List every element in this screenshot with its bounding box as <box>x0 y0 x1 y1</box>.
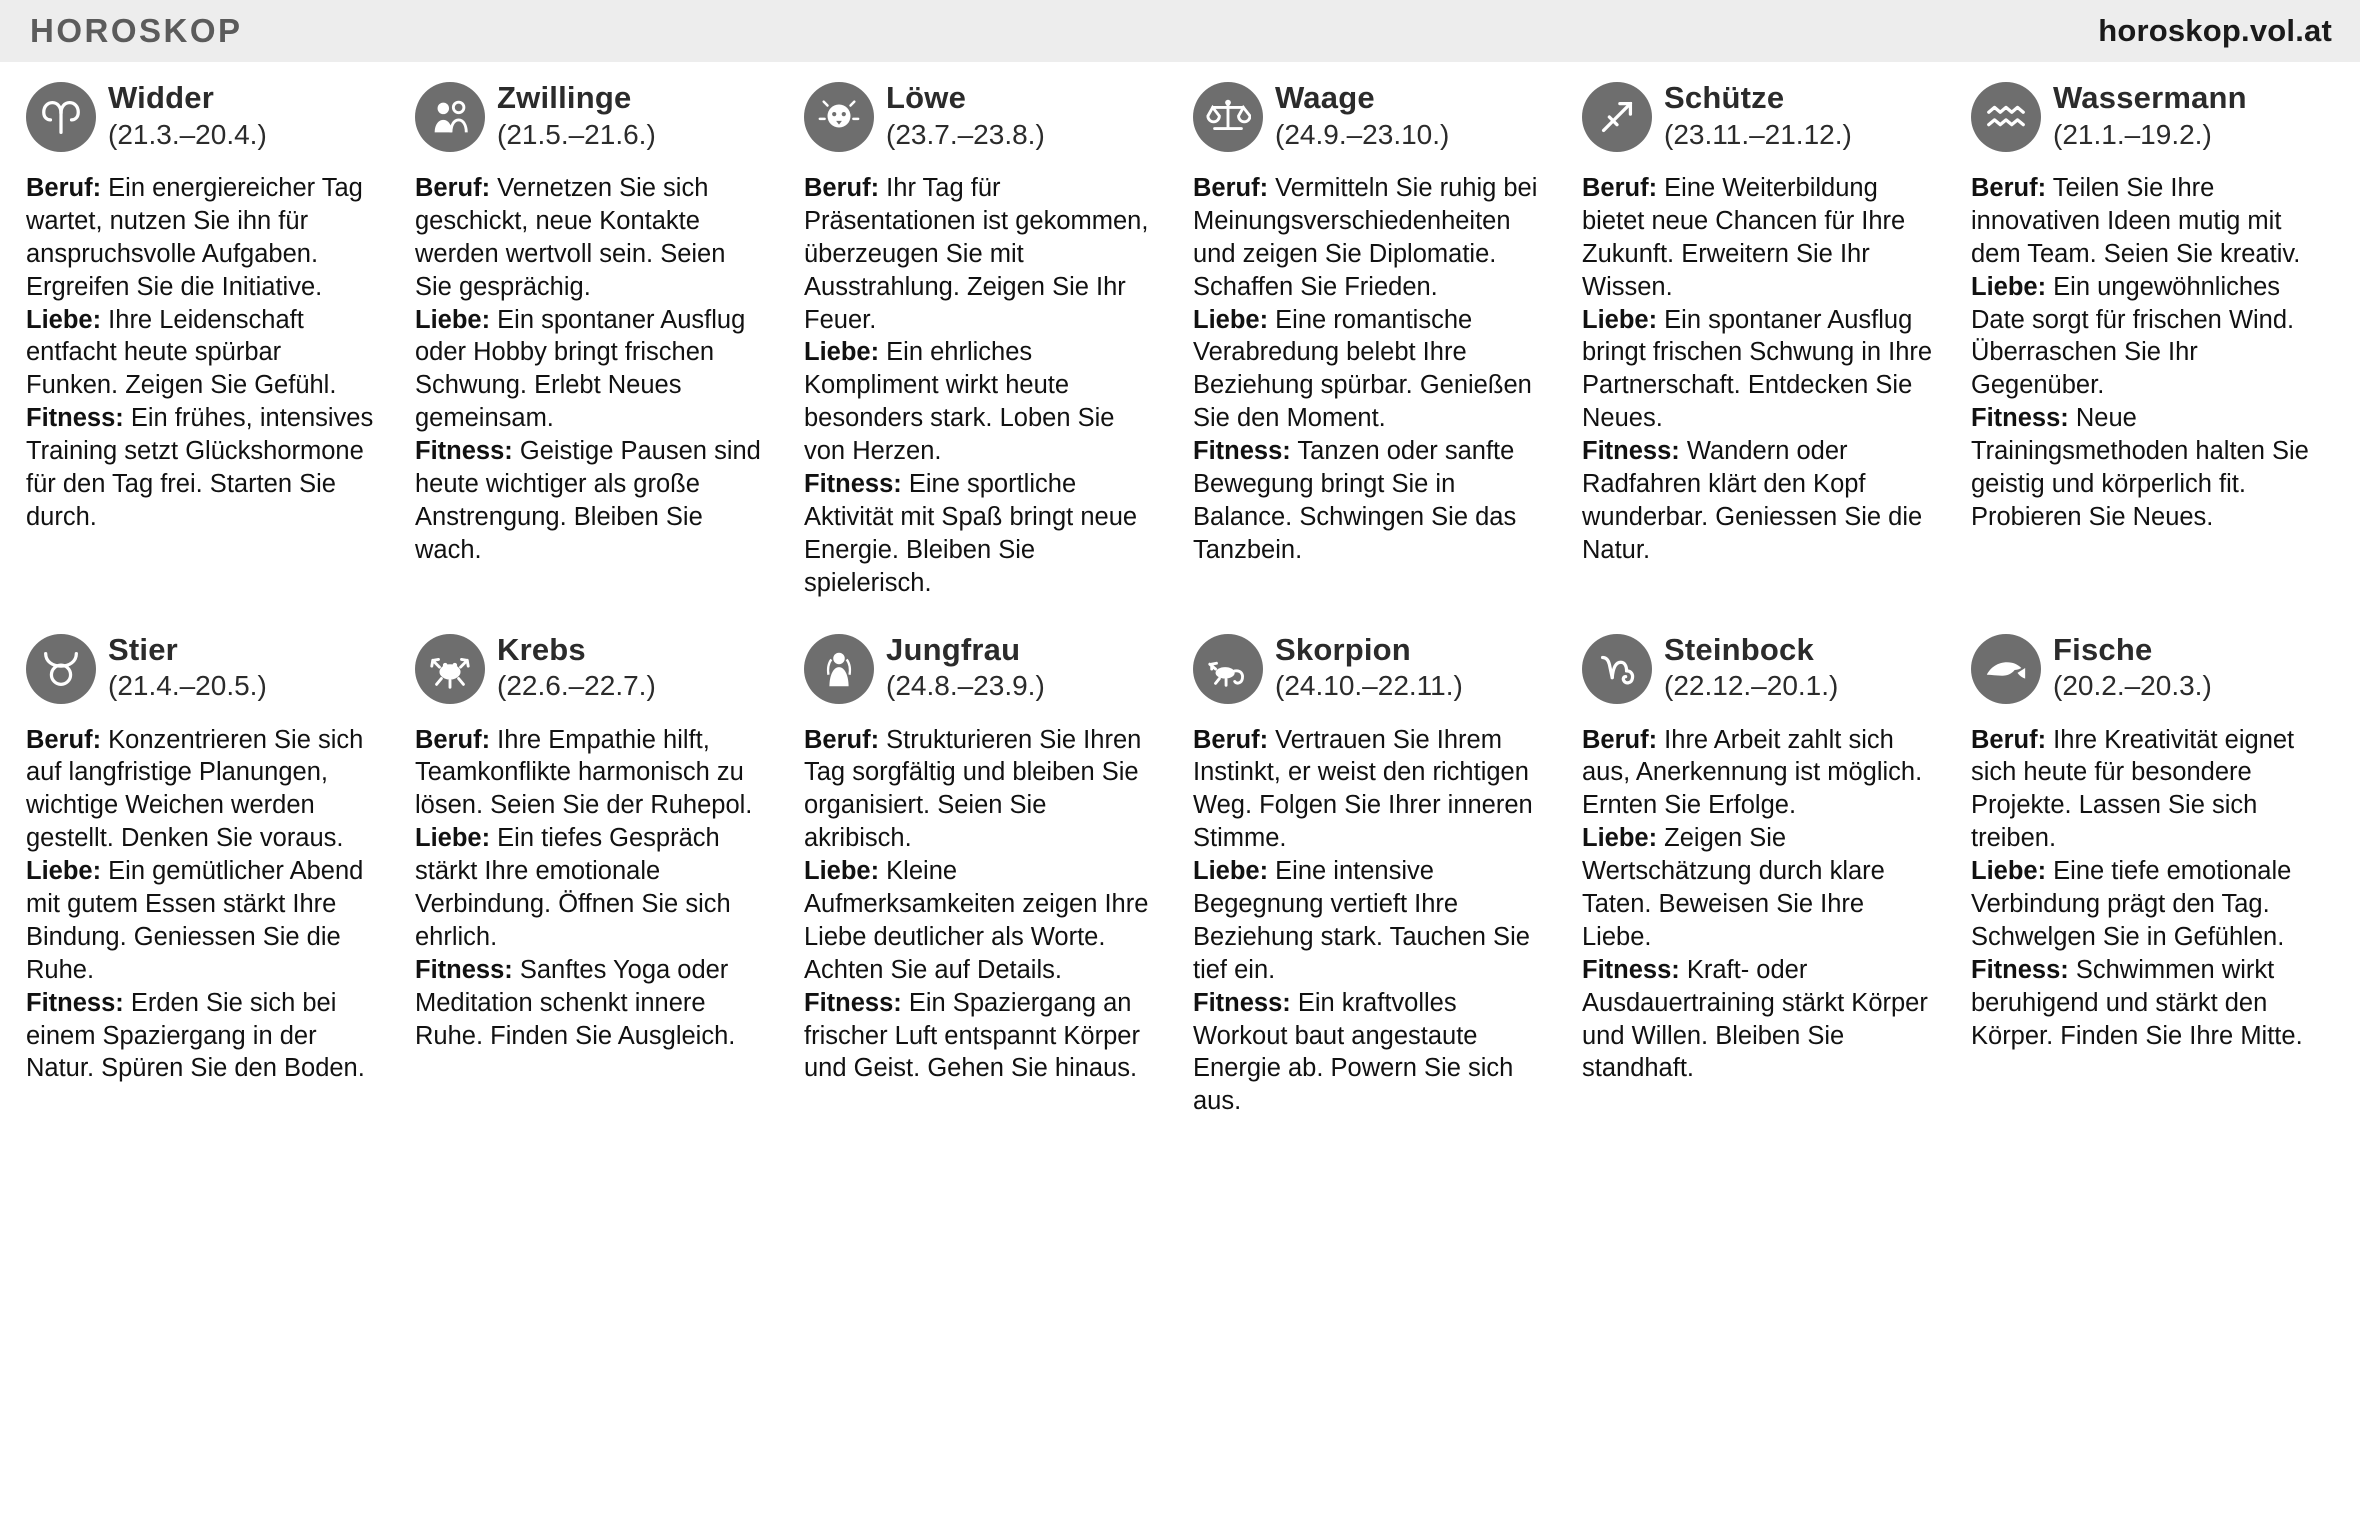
zodiac-card <box>415 632 778 1119</box>
zodiac-beruf: Beruf: Teilen Sie Ihre innovativen Ideen mutig mit dem Team. Seien Sie kreativ. <box>1971 174 2301 268</box>
zodiac-liebe: Liebe: Kleine Aufmerksamkeiten zeigen Ihre Liebe deutlicher als Worte. Achten Sie auf Details. <box>804 857 1149 984</box>
zodiac-text <box>415 172 768 567</box>
zodiac-fitness-label: Fitness: <box>1582 437 1680 466</box>
zodiac-text <box>1193 172 1546 567</box>
zodiac-fitness-label: Fitness: <box>1971 404 2069 433</box>
page-title: HOROSKOP <box>30 12 243 49</box>
zodiac-fitness-label: Fitness: <box>1193 437 1291 466</box>
zodiac-fitness-label: Fitness: <box>26 988 124 1017</box>
zodiac-fitness: Fitness: Ein Spaziergang an frischer Luft entspannt Körper und Geist. Gehen Sie hinaus. <box>804 988 1140 1083</box>
zodiac-beruf-label: Beruf: <box>804 174 880 202</box>
zodiac-title-block <box>2053 632 2212 703</box>
zodiac-card <box>1971 632 2334 1119</box>
zodiac-name: Widder <box>108 80 214 115</box>
zodiac-liebe-label: Liebe: <box>804 857 880 886</box>
zodiac-liebe: Liebe: Ihre Leidenschaft entfacht heute spürbar Funken. Zeigen Sie Gefühl. <box>26 305 337 400</box>
zodiac-beruf-label: Beruf: <box>26 174 102 202</box>
page-header <box>0 0 2360 62</box>
zodiac-text <box>1971 724 2324 1053</box>
cancer-crab-icon <box>415 634 485 704</box>
zodiac-card <box>804 80 1167 600</box>
zodiac-date-range: (22.12.–20.1.) <box>1664 670 1839 702</box>
zodiac-card-header <box>1193 632 1546 718</box>
zodiac-fitness-label: Fitness: <box>1582 955 1680 984</box>
zodiac-liebe-label: Liebe: <box>1971 857 2047 886</box>
zodiac-title-block <box>108 632 267 703</box>
zodiac-card <box>1193 80 1556 600</box>
zodiac-date-range: (22.6.–22.7.) <box>497 670 656 702</box>
zodiac-date-range: (20.2.–20.3.) <box>2053 670 2212 702</box>
zodiac-fitness: Fitness: Sanftes Yoga oder Meditation schenkt innere Ruhe. Finden Sie Ausgleich. <box>415 955 736 1050</box>
zodiac-card <box>26 632 389 1119</box>
zodiac-liebe: Liebe: Zeigen Sie Wertschätzung durch klare Taten. Beweisen Sie Ihre Liebe. <box>1582 824 1885 951</box>
zodiac-fitness: Fitness: Schwimmen wirkt beruhigend und stärkt den Körper. Finden Sie Ihre Mitte. <box>1971 955 2303 1050</box>
zodiac-title-block <box>1275 632 1463 703</box>
zodiac-fitness-label: Fitness: <box>415 955 513 984</box>
zodiac-fitness-label: Fitness: <box>804 470 902 499</box>
zodiac-beruf-label: Beruf: <box>26 725 102 754</box>
zodiac-liebe: Liebe: Ein spontaner Ausflug oder Hobby bringt frischen Schwung. Erlebt Neues gemeinsam. <box>415 305 746 433</box>
zodiac-fitness: Fitness: Neue Trainingsmethoden halten Sie geistig und körperlich fit. Probieren Sie Neues. <box>1971 404 2309 531</box>
zodiac-beruf: Beruf: Vertrauen Sie Ihrem Instinkt, er weist den richtigen Weg. Folgen Sie Ihrer inneren Stimme. <box>1193 725 1533 853</box>
zodiac-card-header <box>1971 80 2324 166</box>
zodiac-fitness-label: Fitness: <box>26 404 124 433</box>
source-url[interactable]: horoskop.vol.at <box>2098 13 2332 48</box>
zodiac-beruf-label: Beruf: <box>415 174 491 202</box>
zodiac-text <box>26 724 379 1086</box>
zodiac-card <box>1193 632 1556 1119</box>
zodiac-fitness-label: Fitness: <box>415 437 513 466</box>
zodiac-beruf-label: Beruf: <box>1582 174 1658 202</box>
zodiac-date-range: (21.3.–20.4.) <box>108 118 267 150</box>
zodiac-fitness: Fitness: Tanzen oder sanfte Bewegung bringt Sie in Balance. Schwingen Sie das Tanzbein. <box>1193 437 1517 564</box>
zodiac-liebe-label: Liebe: <box>804 338 880 367</box>
zodiac-card <box>1971 80 2334 600</box>
zodiac-text <box>1971 172 2324 534</box>
zodiac-title-block <box>2053 80 2247 151</box>
zodiac-liebe-label: Liebe: <box>1193 857 1269 886</box>
zodiac-card <box>804 632 1167 1119</box>
zodiac-card <box>415 80 778 600</box>
zodiac-card-header <box>1582 80 1935 166</box>
zodiac-title-block <box>108 80 267 151</box>
zodiac-beruf-label: Beruf: <box>415 725 491 754</box>
zodiac-fitness: Fitness: Erden Sie sich bei einem Spaziergang in der Natur. Spüren Sie den Boden. <box>26 988 365 1083</box>
zodiac-beruf: Beruf: Vernetzen Sie sich geschickt, neue Kontakte werden wertvoll sein. Seien Sie gesprächig. <box>415 174 726 301</box>
zodiac-card-header <box>26 80 379 166</box>
zodiac-beruf: Beruf: Ihre Arbeit zahlt sich aus, Anerkennung ist möglich. Ernten Sie Erfolge. <box>1582 725 1923 820</box>
zodiac-liebe-label: Liebe: <box>415 824 491 853</box>
zodiac-beruf: Beruf: Ihre Kreativität eignet sich heute für besondere Projekte. Lassen Sie sich treiben. <box>1971 725 2295 853</box>
zodiac-title-block <box>497 632 656 703</box>
zodiac-title-block <box>1664 632 1838 703</box>
zodiac-date-range: (21.5.–21.6.) <box>497 118 656 150</box>
capricorn-goat-icon <box>1582 634 1652 704</box>
zodiac-card-header <box>415 632 768 718</box>
zodiac-beruf-label: Beruf: <box>1582 725 1658 754</box>
zodiac-date-range: (24.8.–23.9.) <box>886 670 1045 702</box>
zodiac-liebe: Liebe: Ein ehrliches Kompliment wirkt heute besonders stark. Loben Sie von Herzen. <box>804 338 1115 466</box>
zodiac-card-header <box>1971 632 2324 718</box>
zodiac-beruf: Beruf: Ihre Empathie hilft, Teamkonflikte harmonisch zu lösen. Seien Sie der Ruhepol. <box>415 725 753 820</box>
zodiac-card <box>1582 80 1945 600</box>
zodiac-beruf-label: Beruf: <box>1971 174 2047 202</box>
gemini-twins-icon <box>415 82 485 152</box>
zodiac-title-block <box>1664 80 1852 151</box>
zodiac-liebe: Liebe: Ein tiefes Gespräch stärkt Ihre emotionale Verbindung. Öffnen Sie sich ehrlich. <box>415 824 731 951</box>
zodiac-text <box>1193 724 1546 1119</box>
zodiac-name: Löwe <box>886 80 967 115</box>
zodiac-fitness-label: Fitness: <box>1193 988 1291 1017</box>
zodiac-beruf-label: Beruf: <box>1971 725 2047 754</box>
zodiac-liebe: Liebe: Ein ungewöhnliches Date sorgt für frischen Wind. Überraschen Sie Ihr Gegenüber. <box>1971 272 2295 400</box>
zodiac-card-header <box>1193 80 1546 166</box>
horoscope-grid-row-2 <box>0 614 2360 1119</box>
zodiac-name: Krebs <box>497 631 586 667</box>
zodiac-name: Zwillinge <box>497 80 632 115</box>
pisces-fish-icon <box>1971 634 2041 704</box>
zodiac-beruf: Beruf: Ihr Tag für Präsentationen ist gekommen, überzeugen Sie mit Ausstrahlung. Zeigen Sie Ihr Feuer. <box>804 174 1149 334</box>
zodiac-liebe-label: Liebe: <box>1971 272 2047 301</box>
zodiac-date-range: (24.10.–22.11.) <box>1275 670 1463 702</box>
zodiac-card-header <box>804 80 1157 166</box>
zodiac-liebe: Liebe: Eine intensive Begegnung vertieft Ihre Beziehung stark. Tauchen Sie tief ein. <box>1193 857 1530 984</box>
zodiac-fitness-label: Fitness: <box>1971 955 2069 984</box>
aquarius-waterbearer-icon <box>1971 82 2041 152</box>
zodiac-date-range: (24.9.–23.10.) <box>1275 118 1450 150</box>
zodiac-name: Fische <box>2053 631 2153 667</box>
zodiac-liebe-label: Liebe: <box>26 857 102 886</box>
zodiac-beruf-label: Beruf: <box>1193 174 1269 202</box>
zodiac-beruf: Beruf: Vermitteln Sie ruhig bei Meinungsverschiedenheiten und zeigen Sie Diplomatie. Schaffen Sie Frieden. <box>1193 174 1538 301</box>
zodiac-liebe-label: Liebe: <box>1582 305 1658 334</box>
zodiac-beruf: Beruf: Strukturieren Sie Ihren Tag sorgfältig und bleiben Sie organisiert. Seien Sie akribisch. <box>804 725 1142 853</box>
zodiac-card-header <box>1582 632 1935 718</box>
zodiac-card <box>1582 632 1945 1119</box>
zodiac-text <box>1582 724 1935 1086</box>
virgo-maiden-icon <box>804 634 874 704</box>
zodiac-liebe-label: Liebe: <box>415 305 491 334</box>
zodiac-name: Jungfrau <box>886 631 1021 667</box>
scorpio-scorpion-icon <box>1193 634 1263 704</box>
sagittarius-archer-icon <box>1582 82 1652 152</box>
aries-ram-icon <box>26 82 96 152</box>
zodiac-liebe: Liebe: Eine romantische Verabredung belebt Ihre Beziehung spürbar. Genießen Sie den Moment. <box>1193 305 1532 433</box>
zodiac-text <box>415 724 768 1053</box>
zodiac-liebe: Liebe: Ein spontaner Ausflug bringt frischen Schwung in Ihre Partnerschaft. Entdecken Sie Neues. <box>1582 305 1933 433</box>
zodiac-beruf: Beruf: Konzentrieren Sie sich auf langfristige Planungen, wichtige Weichen werden gestellt. Denken Sie voraus. <box>26 725 364 853</box>
zodiac-beruf: Beruf: Eine Weiterbildung bietet neue Chancen für Ihre Zukunft. Erweitern Sie Ihr Wissen. <box>1582 174 1906 301</box>
zodiac-beruf: Beruf: Ein energiereicher Tag wartet, nutzen Sie ihn für anspruchsvolle Aufgaben. Ergreifen Sie die Initiative. <box>26 174 363 301</box>
zodiac-name: Schütze <box>1664 80 1785 115</box>
zodiac-title-block <box>886 632 1045 703</box>
zodiac-liebe-label: Liebe: <box>1582 824 1658 853</box>
zodiac-name: Steinbock <box>1664 631 1814 667</box>
taurus-bull-icon <box>26 634 96 704</box>
zodiac-beruf-label: Beruf: <box>804 725 880 754</box>
zodiac-name: Waage <box>1275 80 1375 115</box>
zodiac-card-header <box>415 80 768 166</box>
zodiac-liebe-label: Liebe: <box>1193 305 1269 334</box>
zodiac-card <box>26 80 389 600</box>
zodiac-fitness: Fitness: Ein frühes, intensives Training setzt Glückshormone für den Tag frei. Starten Sie durch. <box>26 404 374 531</box>
zodiac-fitness: Fitness: Kraft- oder Ausdauertraining stärkt Körper und Willen. Bleiben Sie standhaft. <box>1582 955 1928 1083</box>
zodiac-liebe: Liebe: Ein gemütlicher Abend mit gutem Essen stärkt Ihre Bindung. Geniessen Sie die Ruhe. <box>26 857 364 984</box>
zodiac-title-block <box>886 80 1045 151</box>
zodiac-title-block <box>1275 80 1449 151</box>
zodiac-text <box>804 724 1157 1086</box>
zodiac-beruf-label: Beruf: <box>1193 725 1269 754</box>
zodiac-text <box>26 172 379 534</box>
zodiac-date-range: (23.11.–21.12.) <box>1664 118 1852 150</box>
zodiac-fitness: Fitness: Wandern oder Radfahren klärt den Kopf wunderbar. Geniessen Sie die Natur. <box>1582 437 1923 564</box>
zodiac-card-header <box>26 632 379 718</box>
zodiac-fitness: Fitness: Geistige Pausen sind heute wichtiger als große Anstrengung. Bleiben Sie wach. <box>415 437 761 564</box>
zodiac-name: Skorpion <box>1275 631 1411 667</box>
zodiac-name: Wassermann <box>2053 80 2247 115</box>
leo-lion-icon <box>804 82 874 152</box>
zodiac-date-range: (21.4.–20.5.) <box>108 670 267 702</box>
zodiac-liebe: Liebe: Eine tiefe emotionale Verbindung prägt den Tag. Schwelgen Sie in Gefühlen. <box>1971 857 2292 951</box>
zodiac-title-block <box>497 80 656 151</box>
zodiac-date-range: (21.1.–19.2.) <box>2053 118 2212 150</box>
zodiac-fitness: Fitness: Ein kraftvolles Workout baut angestaute Energie ab. Powern Sie sich aus. <box>1193 988 1514 1116</box>
zodiac-fitness-label: Fitness: <box>804 988 902 1017</box>
zodiac-liebe-label: Liebe: <box>26 305 102 334</box>
zodiac-date-range: (23.7.–23.8.) <box>886 118 1045 150</box>
horoscope-grid-row-1 <box>0 62 2360 600</box>
libra-scales-icon <box>1193 82 1263 152</box>
zodiac-text <box>1582 172 1935 567</box>
zodiac-card-header <box>804 632 1157 718</box>
zodiac-text <box>804 172 1157 600</box>
zodiac-name: Stier <box>108 631 178 667</box>
zodiac-fitness: Fitness: Eine sportliche Aktivität mit Spaß bringt neue Energie. Bleiben Sie spielerisch. <box>804 470 1138 597</box>
